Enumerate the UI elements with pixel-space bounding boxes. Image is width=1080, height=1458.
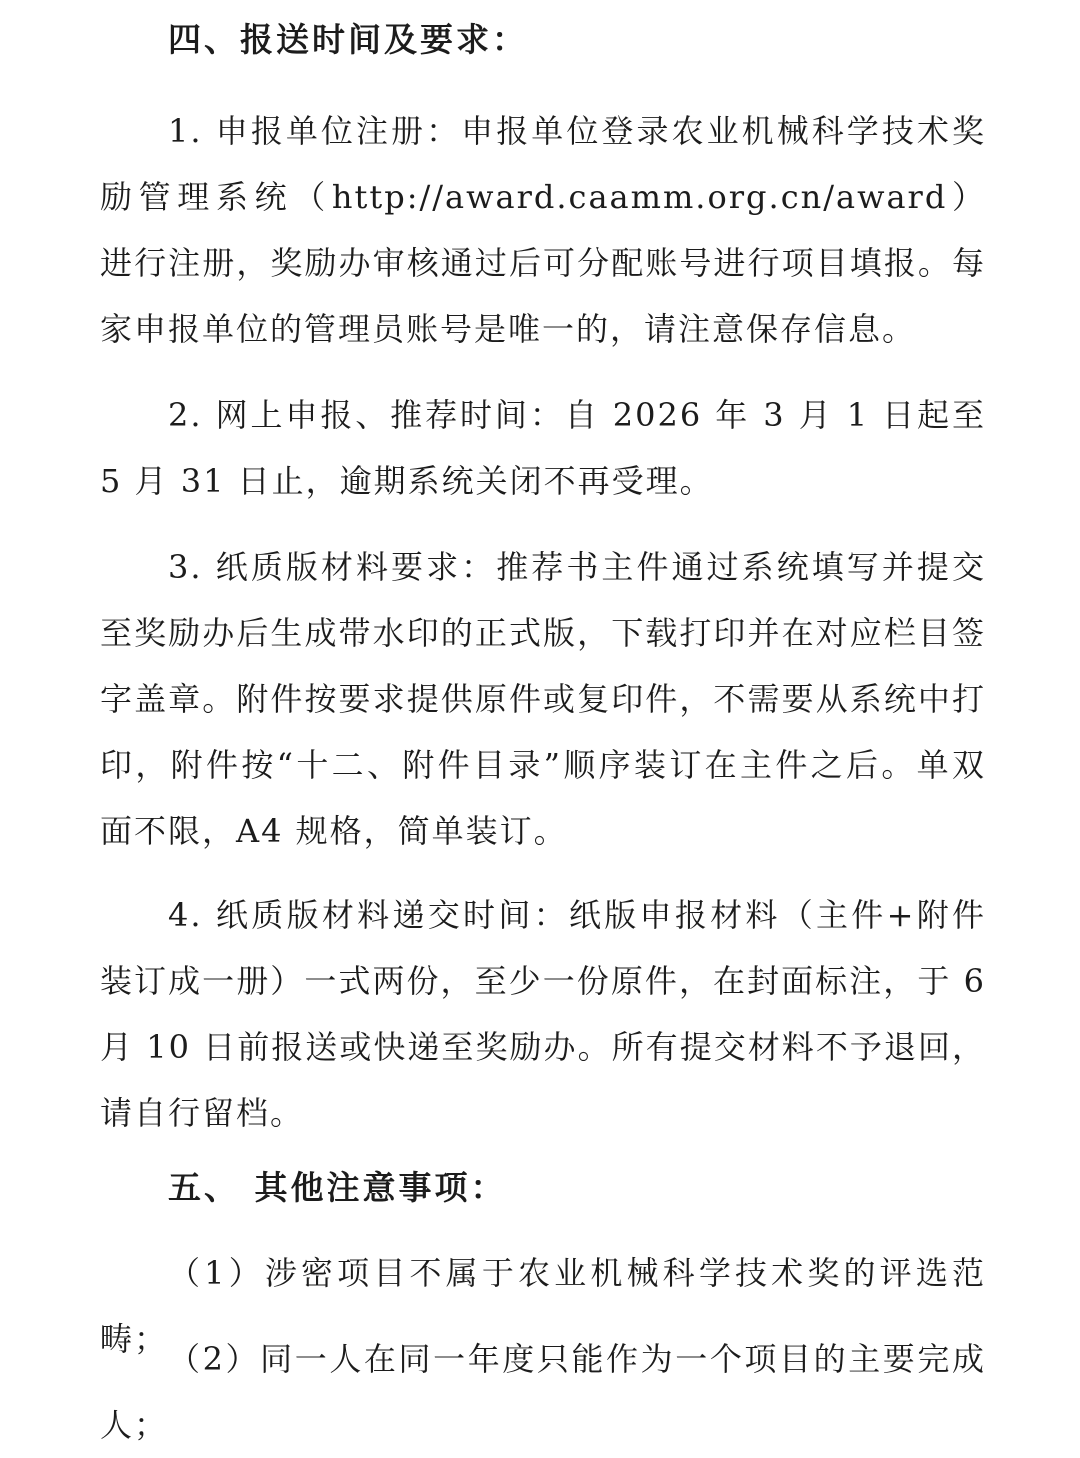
section-4-item-1: 1. 申报单位注册：申报单位登录农业机械科学技术奖励管理系统（http://award.caamm.org.cn/award）进行注册，奖励办审核通过后可分配账号进行项目填报。每家申报单位的管理员账号是唯一的，请注意保存信息。 bbox=[100, 112, 986, 348]
section-5-item-2: （2）同一人在同一年度只能作为一个项目的主要完成人； bbox=[100, 1340, 986, 1444]
section-5-heading: 五、 其他注意事项： bbox=[168, 1168, 507, 1207]
section-5-item-1: （1）涉密项目不属于农业机械科学技术奖的评选范畴； bbox=[100, 1254, 986, 1358]
section-4-item-3: 3. 纸质版材料要求：推荐书主件通过系统填写并提交至奖励办后生成带水印的正式版，下载打印并在对应栏目签字盖章。附件按要求提供原件或复印件，不需要从系统中打印，附件按“十二、附件目录”顺序装订在主件之后。单双面不限，A4 规格，简单装订。 bbox=[100, 548, 986, 850]
section-4-heading: 四、报送时间及要求： bbox=[168, 20, 528, 59]
section-4-item-2: 2. 网上申报、推荐时间：自 2026 年 3 月 1 日起至 5 月 31 日止，逾期系统关闭不再受理。 bbox=[100, 396, 986, 500]
section-4-item-4: 4. 纸质版材料递交时间：纸版申报材料（主件+附件装订成一册）一式两份，至少一份原件，在封面标注，于 6 月 10 日前报送或快递至奖励办。所有提交材料不予退回，请自行留档。 bbox=[100, 896, 986, 1132]
